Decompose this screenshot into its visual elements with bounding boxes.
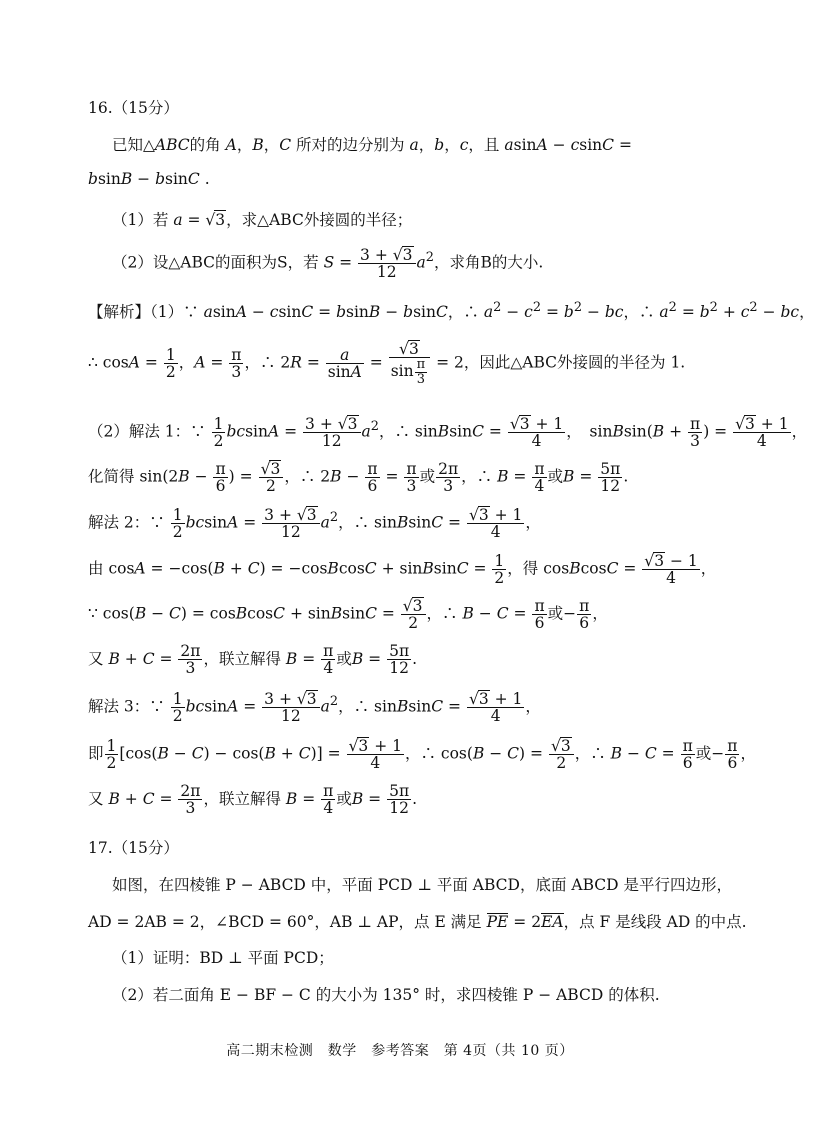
problem-17-stem-line1: 如图，在四棱锥 P − ABCD 中，平面 PCD ⊥ 平面 ABCD，底面 ABCD 是平行四边形， (112, 876, 732, 894)
problem-16-stem-line1: 已知△ABC的角 A，B，C 所对的边分别为 a，b，c，且 asinA − csinC = (112, 136, 632, 154)
problem-16-part1: （1）若 a = √3，求△ABC外接圆的半径； (112, 211, 413, 229)
method-3-line1: 解法 3：∵ $\frac{1}{2}$ bcsinA = $\frac{3 + √3}{12}$ $a^2$，∴ sinBsinC = $\frac{√3 + 1}{4}$ ， (88, 689, 541, 726)
page-footer: 高二期末检测 数学 参考答案 第 4页（共 10 页） (226, 1043, 574, 1059)
solution-1-line2: ∴ cosA = $\frac{1}{2}$ ，A = $\frac{\pi}{3}$ ，∴ 2R = $\frac{a}{\sin A}$ = √3 sin $\frac{\pi}{3}$ = 2，因此△ABC外接圆的半径为 1. (88, 340, 686, 387)
problem-17-header: 17.（15分） (88, 839, 179, 857)
problem-16-header: 16.（15分） (88, 99, 179, 117)
method-1-line1: （2）解法 1：∵ $\frac{1}{2}$ bcsinA = $\frac{3 + √3}{12}$ $a^2$，∴ sinBsinC = $\frac{√3 + 1}{4}$ ， sinBsin(B + $\frac{\pi}{3}$ ) = $\frac{√3 + 1}{4}$ ， (88, 414, 808, 451)
method-2-line4: 又 B + C = $\frac{2\pi}{3}$ ，联立解得 B = $\frac{\pi}{4}$ 或B = $\frac{5\pi}{12}$ . (88, 642, 418, 678)
problem-16-part2: （2）设△ABC的面积为S，若 S = $\frac{3 + √3}{12}$ $a^2$，求角B的大小. (112, 246, 544, 282)
method-2-line3: ∵ cos(B − C) = cosBcosC + sinBsinC = $\frac{√3}{2}$ ，∴ B − C = $\frac{\pi}{6}$ 或− $\frac{\pi}{6}$ ， (88, 596, 608, 633)
method-2-line2: 由 cosA = −cos(B + C) = −cosBcosC + sinBsinC = $\frac{1}{2}$ ，得 cosBcosC = $\frac{√3 - 1}{4}$ ， (88, 551, 717, 588)
problem-17-stem-line2: AD = 2AB = 2，∠BCD = 60°，AB ⊥ AP，点 E 满足 PE = 2EA，点 F 是线段 AD 的中点. (88, 913, 747, 931)
problem-17-part2: （2）若二面角 E − BF − C 的大小为 135° 时，求四棱锥 P − ABCD 的体积. (112, 986, 660, 1004)
problem-16-stem-line2: bsinB − bsinC . (88, 170, 210, 188)
method-2-line1: 解法 2：∵ $\frac{1}{2}$ bcsinA = $\frac{3 + √3}{12}$ $a^2$，∴ sinBsinC = $\frac{√3 + 1}{4}$ ， (88, 505, 541, 542)
method-3-line3: 又 B + C = $\frac{2\pi}{3}$ ，联立解得 B = $\frac{\pi}{4}$ 或B = $\frac{5\pi}{12}$ . (88, 782, 418, 818)
problem-17-part1: （1）证明：BD ⊥ 平面 PCD； (112, 949, 334, 967)
method-1-line2: 化简得 sin(2B − $\frac{\pi}{6}$ ) = $\frac{√3}{2}$ ，∴ 2B − $\frac{\pi}{6}$ = $\frac{\pi}{3}$ 或 $\frac{2\pi}{3}$ ，∴ B = $\frac{\pi}{4}$ 或B = $\frac{5\pi}{12}$ . (88, 459, 629, 496)
solution-1-line1: 【解析】（1）∵ asinA − csinC = bsinB − bsinC，∴ $a^2 - c^2 = b^2$ − bc，∴ $a^2 = b^2 + c^2$ − bc， (88, 300, 815, 322)
method-3-line2: 即 $\frac{1}{2}$ [cos(B − C) − cos(B + C)] = $\frac{√3 + 1}{4}$ ，∴ cos(B − C) = $\frac{√3}{2}$ ，∴ B − C = $\frac{\pi}{6}$ 或− $\frac{\pi}{6}$ ， (88, 736, 756, 773)
